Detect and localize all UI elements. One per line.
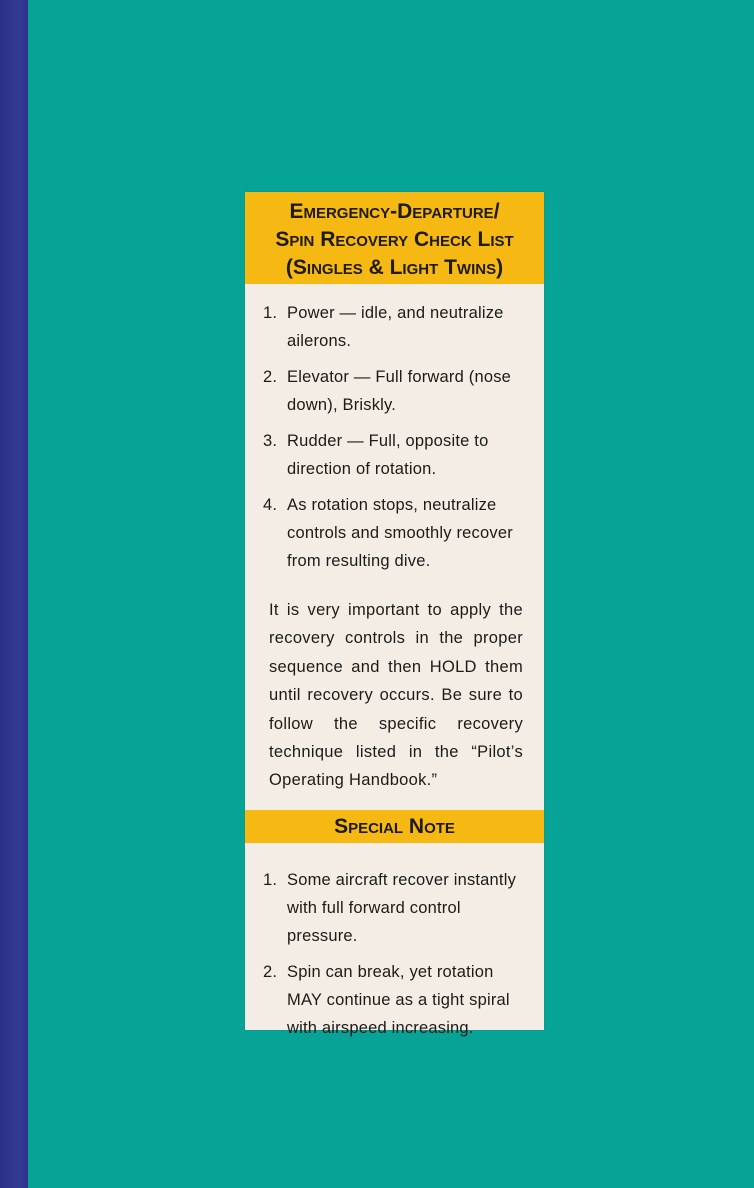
importance-paragraph: It is very important to apply the recovery controls in the proper sequence and then HOLD them until recovery occurs. Be sure to follow the specific recovery technique listed in the “Pilot’s Operating Handbook.”: [269, 601, 523, 790]
note-text: Spin can break, yet rotation MAY continue as a tight spiral with airspeed increasing.: [287, 963, 510, 1037]
step-text: Elevator — Full forward (nose down), Briskly.: [287, 368, 512, 414]
checklist-title-banner: [245, 192, 544, 284]
list-item: [255, 958, 525, 1042]
special-note-list: [255, 866, 525, 1042]
checklist-card: [245, 192, 544, 1037]
list-item: [255, 427, 525, 483]
list-item: [255, 491, 525, 575]
note-number: 2.: [263, 963, 278, 981]
step-number: 4.: [263, 496, 278, 514]
step-text: Power — idle, and neutralize ailerons.: [287, 304, 504, 350]
special-note-banner: Special Note: [245, 810, 544, 843]
title-line-3: (Singles & Light Twins): [285, 256, 504, 279]
step-number: 2.: [263, 368, 278, 386]
note-number: 1.: [263, 871, 278, 889]
recovery-steps-list: [255, 299, 525, 575]
step-text: Rudder — Full, opposite to direction of rotation.: [287, 432, 489, 478]
list-item: [255, 363, 525, 419]
book-spine: [0, 0, 28, 1188]
note-text: Some aircraft recover instantly with full forward control pressure.: [287, 871, 517, 945]
list-item: [255, 299, 525, 355]
step-text: As rotation stops, neutralize controls and smoothly recover from resulting dive.: [287, 496, 513, 570]
step-number: 3.: [263, 432, 278, 450]
title-line-1: Emergency-Departure/: [289, 200, 500, 223]
step-number: 1.: [263, 304, 278, 322]
title-line-2: Spin Recovery Check List: [275, 228, 514, 251]
list-item: [255, 866, 525, 950]
